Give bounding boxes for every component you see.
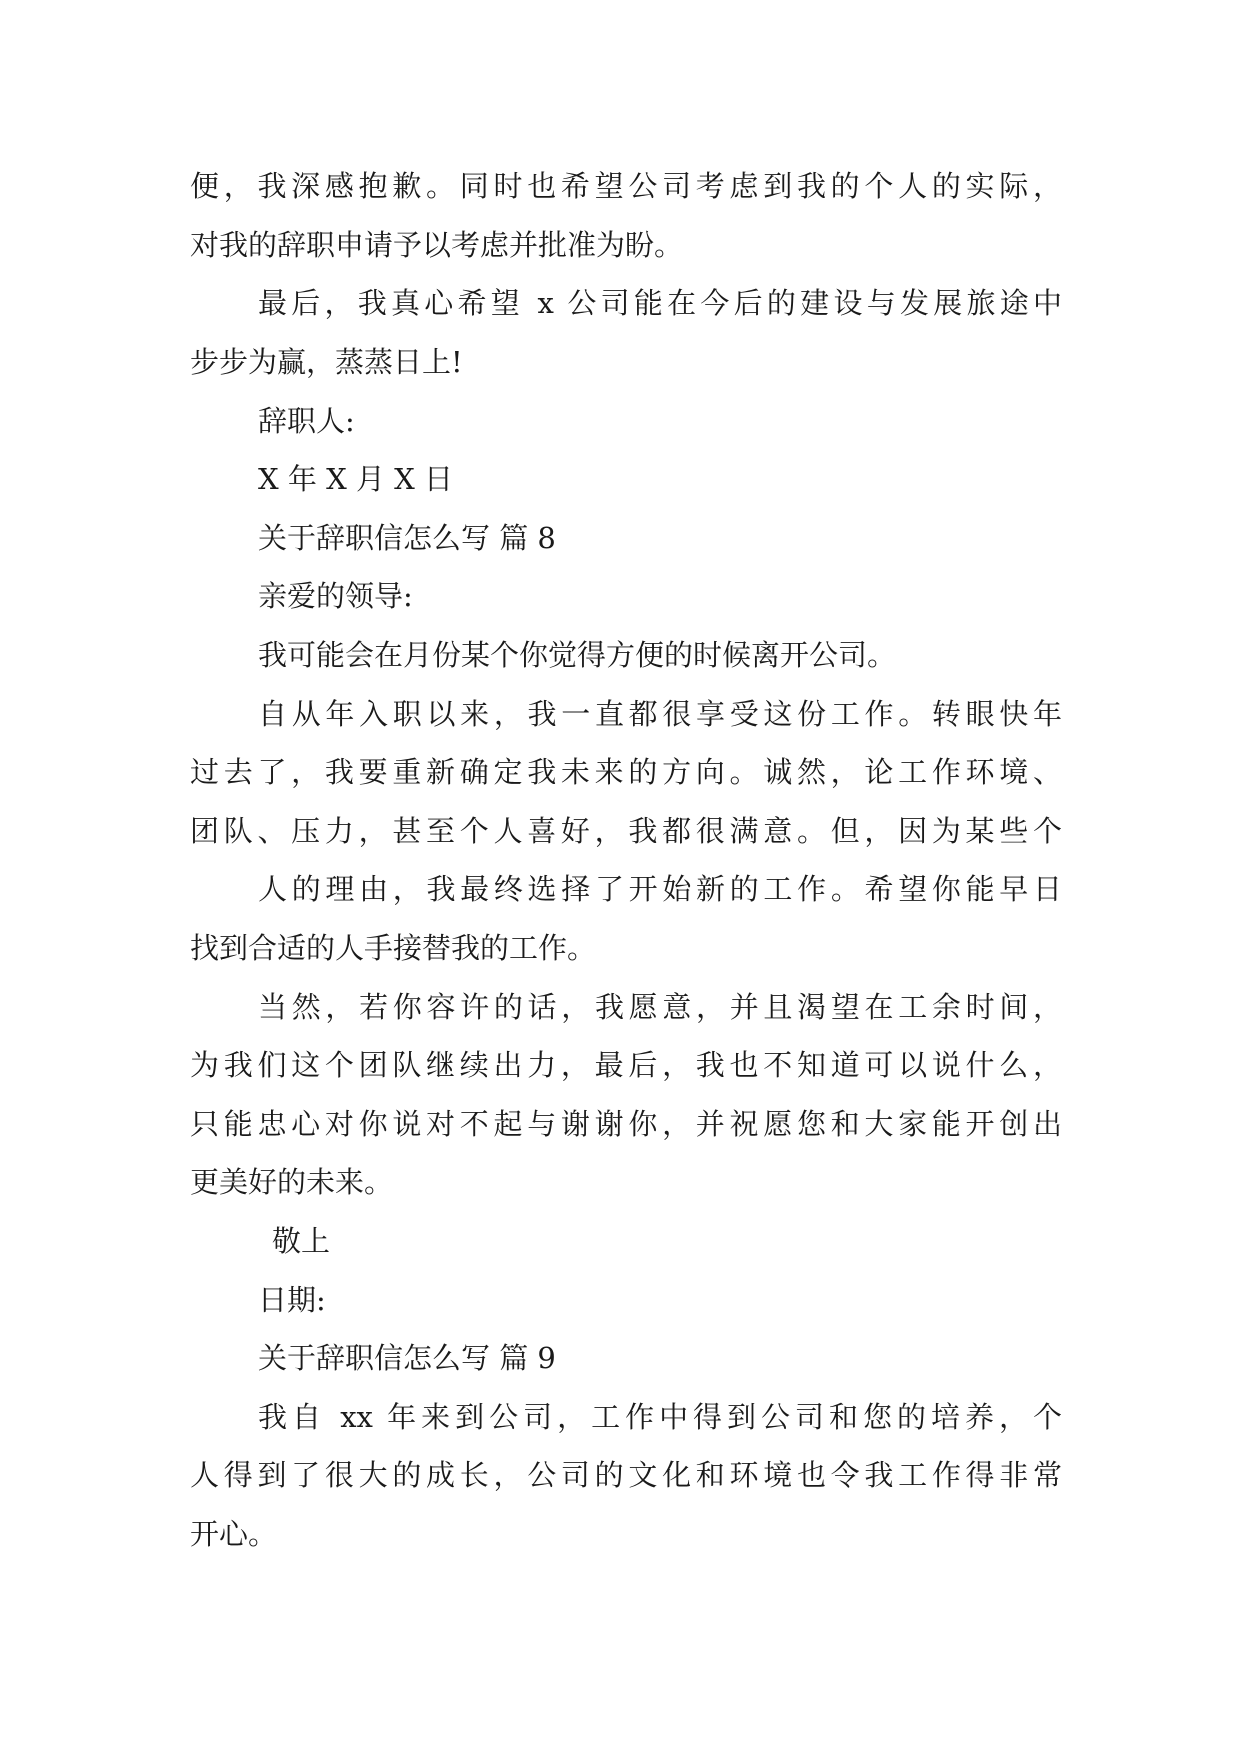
- text-line: 我可能会在月份某个你觉得方便的时候离开公司。: [258, 638, 897, 672]
- text-line: 最后，我真心希望 x 公司能在今后的建设与发展旅途中: [258, 286, 1062, 320]
- section-heading: 关于辞职信怎么写 篇 9: [258, 1341, 556, 1375]
- text-line: 我自 xx 年来到公司，工作中得到公司和您的培养，个: [258, 1400, 1062, 1434]
- text-line: 当然，若你容许的话，我愿意，并且渴望在工余时间，: [258, 990, 1062, 1024]
- text-line: 只能忠心对你说对不起与谢谢你，并祝愿您和大家能开创出: [190, 1107, 1062, 1141]
- date-label: 日期:: [258, 1283, 326, 1317]
- text-line: 便，我深感抱歉。同时也希望公司考虑到我的个人的实际，: [190, 169, 1062, 203]
- text-line: 更美好的未来。: [190, 1165, 394, 1199]
- text-line: 开心。: [190, 1517, 278, 1551]
- salutation: 亲爱的领导:: [258, 579, 413, 613]
- text-line: 对我的辞职申请予以考虑并批准为盼。: [190, 228, 684, 262]
- text-line: 团队、压力，甚至个人喜好，我都很满意。但，因为某些个: [190, 814, 1062, 848]
- text-line: 为我们这个团队继续出力，最后，我也不知道可以说什么，: [190, 1048, 1062, 1082]
- section-heading: 关于辞职信怎么写 篇 8: [258, 521, 556, 555]
- text-line: 找到合适的人手接替我的工作。: [190, 931, 597, 965]
- text-line: 人得到了很大的成长，公司的文化和环境也令我工作得非常: [190, 1458, 1062, 1492]
- date-line: X 年 X 月 X 日: [258, 462, 454, 496]
- text-line: 步步为赢，蒸蒸日上!: [190, 345, 463, 379]
- signature-label: 辞职人:: [258, 404, 355, 438]
- text-line: 人的理由，我最终选择了开始新的工作。希望你能早日: [258, 872, 1062, 906]
- closing: 敬上: [272, 1224, 331, 1258]
- text-line: 过去了，我要重新确定我未来的方向。诚然，论工作环境、: [190, 755, 1062, 789]
- text-line: 自从年入职以来，我一直都很享受这份工作。转眼快年: [258, 697, 1062, 731]
